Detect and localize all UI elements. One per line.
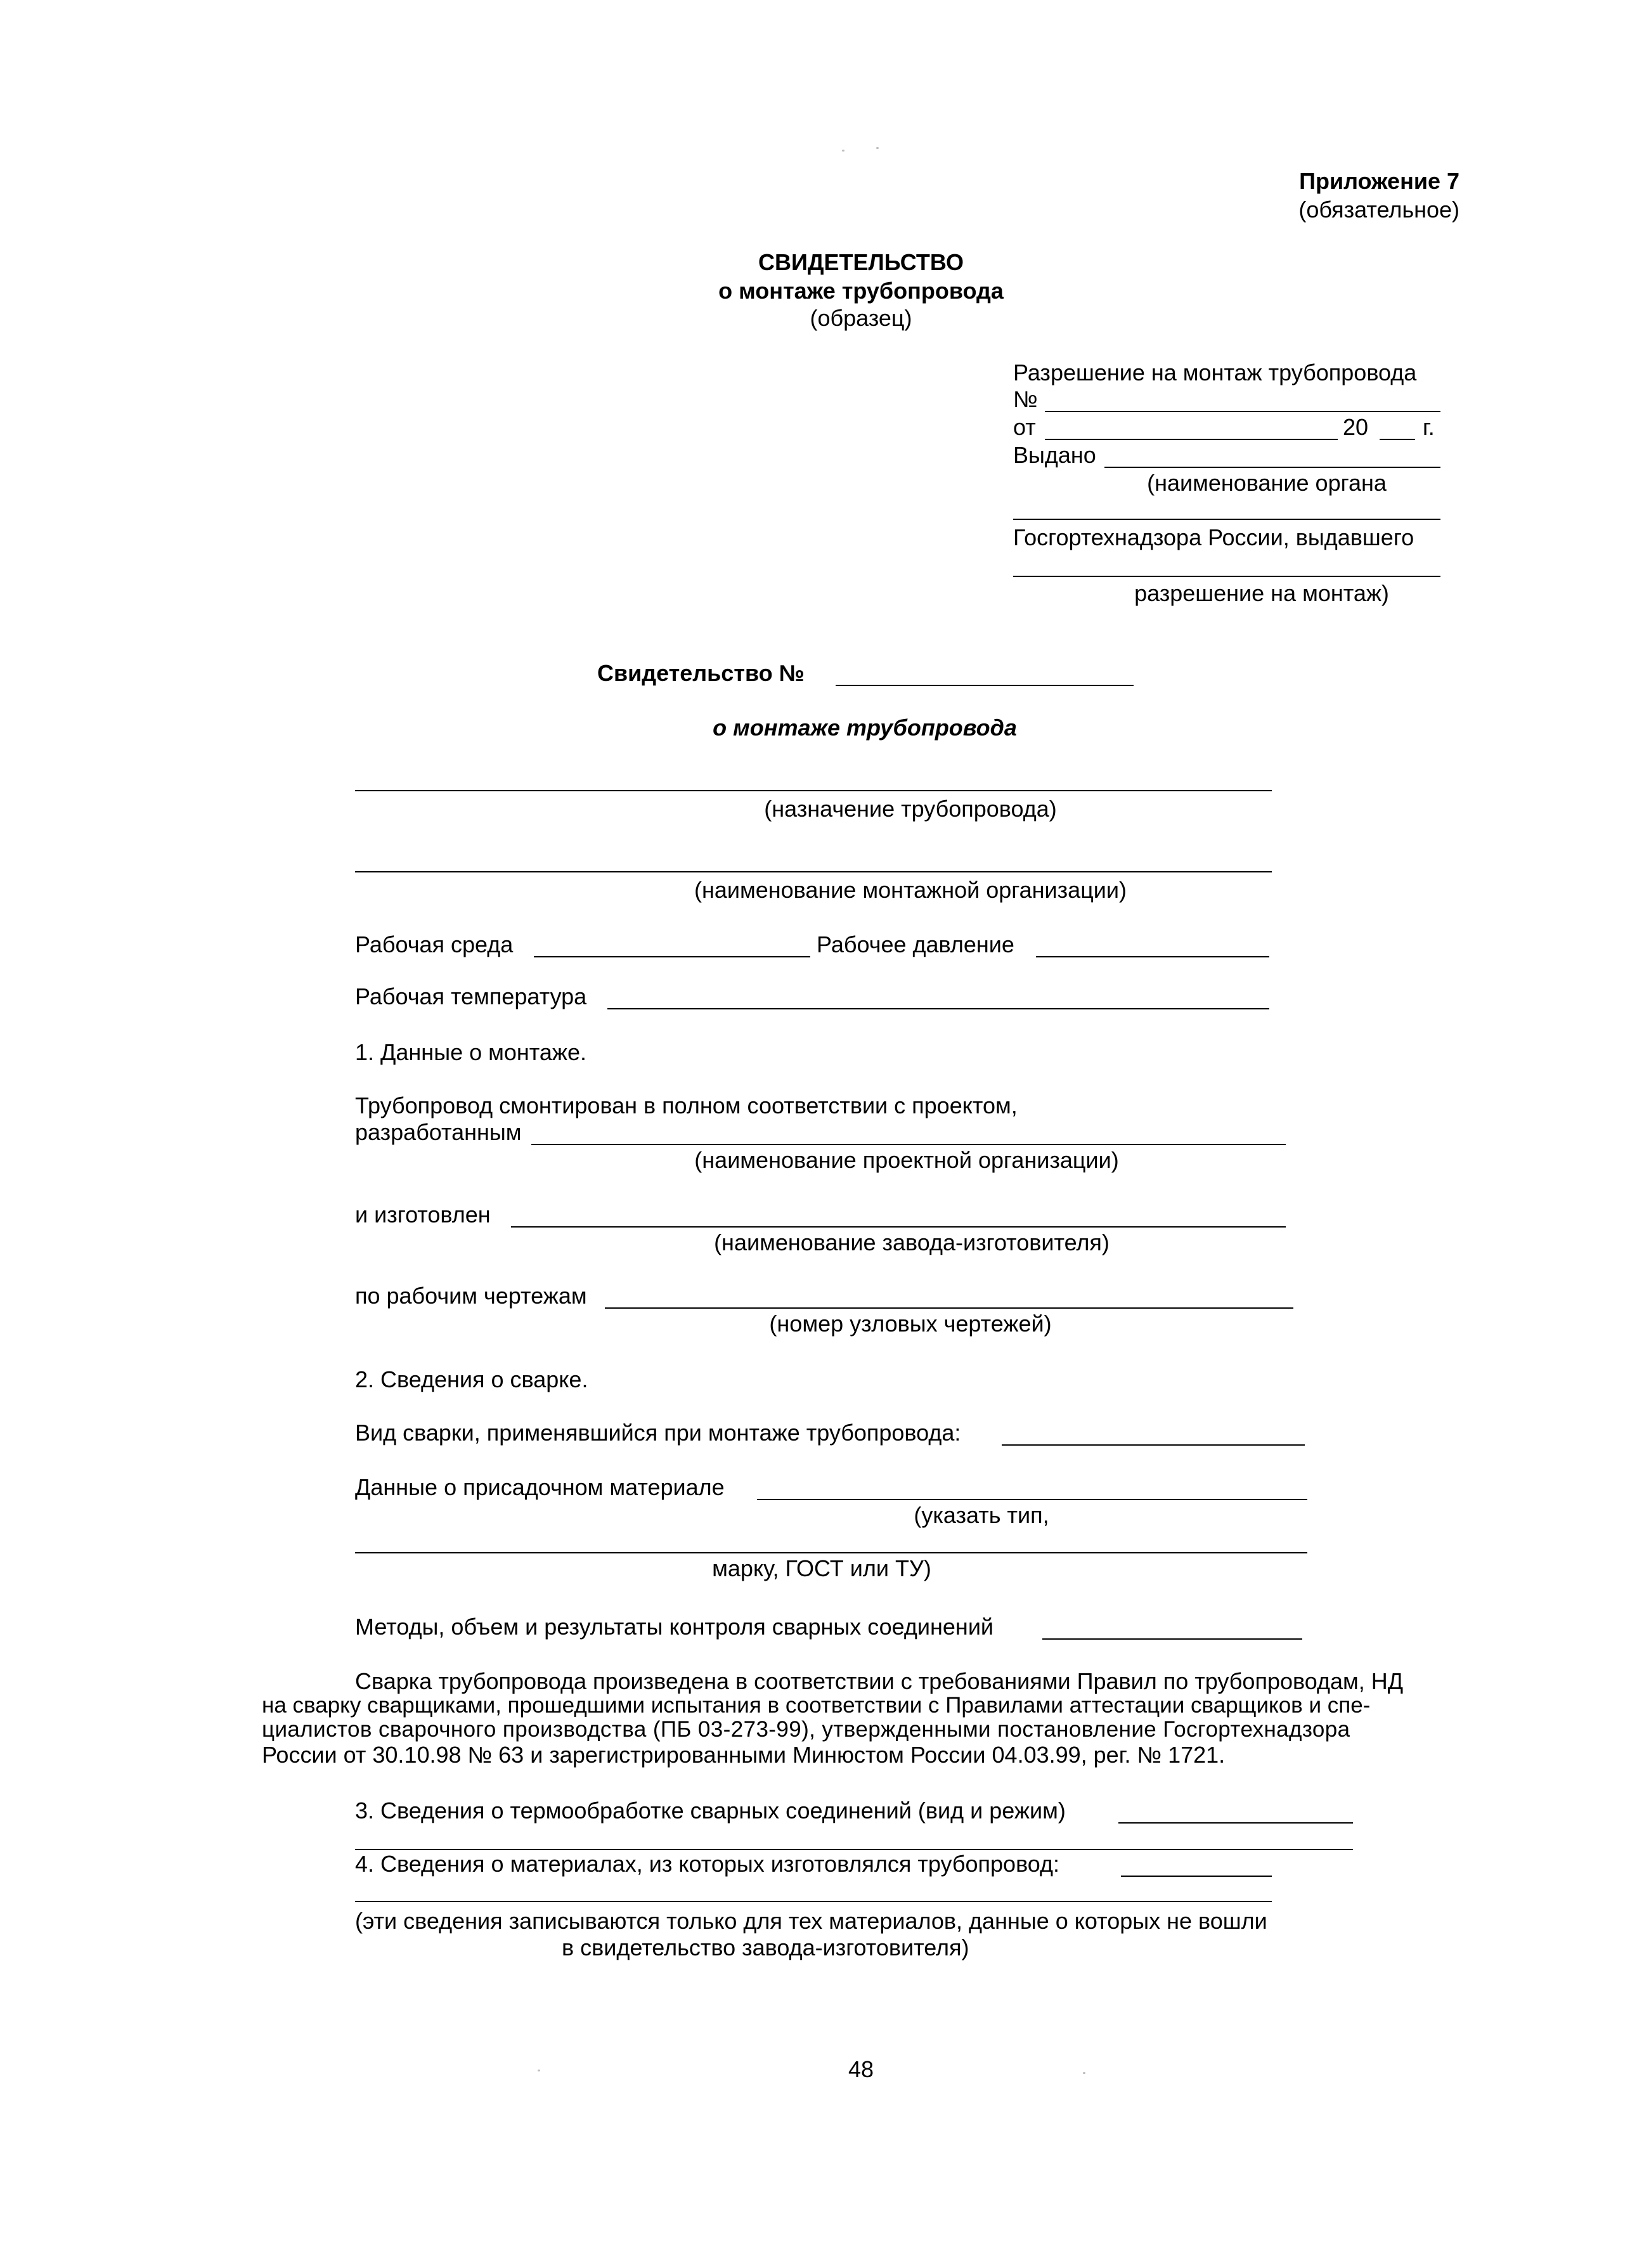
paragraph-line-2: на сварку сварщиками, прошедшими испытания в соответствии с Правилами аттестации сварщиков и спе- xyxy=(262,1693,1371,1718)
filler-line-2 xyxy=(355,1552,1307,1553)
sample-label: (образец) xyxy=(810,305,912,331)
medium-label: Рабочая среда xyxy=(355,931,514,957)
certificate-number-label: Свидетельство № xyxy=(597,660,805,686)
drawings-line xyxy=(605,1307,1293,1309)
section3-title: 3. Сведения о термообработке сварных соединений (вид и режим) xyxy=(355,1798,1066,1824)
purpose-line xyxy=(355,790,1272,791)
paragraph-line-1: Сварка трубопровода произведена в соответствии с требованиями Правил по трубопроводам, НД xyxy=(355,1668,1404,1694)
section4-note-2: в свидетельство завода-изготовителя) xyxy=(562,1934,969,1960)
section1-line1: Трубопровод смонтирован в полном соответствии с проектом, xyxy=(355,1092,1018,1118)
drawings-caption: (номер узловых чертежей) xyxy=(769,1311,1052,1337)
pressure-line xyxy=(1036,956,1269,957)
developed-line xyxy=(531,1144,1286,1145)
weld-type-line xyxy=(1002,1444,1305,1446)
section4-line-2 xyxy=(355,1901,1272,1902)
section4-line xyxy=(1121,1876,1272,1877)
developed-caption: (наименование проектной организации) xyxy=(694,1147,1119,1173)
section3-line xyxy=(1118,1822,1353,1824)
section4-note-1: (эти сведения записываются только для тех материалов, данные о которых не вошли xyxy=(355,1908,1267,1934)
drawings-label: по рабочим чертежам xyxy=(355,1283,587,1309)
methods-label: Методы, объем и результаты контроля сварных соединений xyxy=(355,1614,994,1640)
scan-speck xyxy=(876,147,879,149)
appendix-title: Приложение 7 xyxy=(1299,168,1459,194)
weld-type-label: Вид сварки, применявшийся при монтаже трубопровода: xyxy=(355,1420,961,1446)
filler-caption-2: марку, ГОСТ или ТУ) xyxy=(712,1555,931,1581)
section2-title: 2. Сведения о сварке. xyxy=(355,1366,588,1392)
pressure-label: Рабочее давление xyxy=(817,931,1014,957)
filler-caption-1: (указать тип, xyxy=(914,1502,1049,1528)
scan-speck xyxy=(842,150,844,152)
paragraph-line-3: циалистов сварочного производства (ПБ 03-273-99), утвержденными постановление Госгортехнадзора xyxy=(262,1717,1350,1742)
permit-caption-3: разрешение на монтаж) xyxy=(1134,580,1389,606)
permit-year-suffix: г. xyxy=(1423,414,1435,440)
scan-speck xyxy=(1083,2072,1085,2074)
purpose-caption: (назначение трубопровода) xyxy=(764,796,1057,822)
methods-line xyxy=(1042,1638,1302,1640)
paragraph-line-4: России от 30.10.98 № 63 и зарегистрированными Минюстом России 04.03.99, рег. № 1721. xyxy=(262,1742,1226,1768)
section3-line-2 xyxy=(355,1849,1353,1850)
permit-year-line xyxy=(1380,439,1415,440)
permit-issued-label: Выдано xyxy=(1013,442,1096,468)
permit-line-3 xyxy=(1013,576,1440,577)
manufactured-line xyxy=(511,1226,1286,1228)
section4-title: 4. Сведения о материалах, из которых изготовлялся трубопровод: xyxy=(355,1851,1060,1877)
filler-label: Данные о присадочном материале xyxy=(355,1474,725,1500)
medium-line xyxy=(534,956,810,957)
permit-number-prefix: № xyxy=(1013,386,1038,412)
permit-caption-1: (наименование органа xyxy=(1147,470,1387,496)
permit-date-line xyxy=(1045,439,1338,440)
temperature-line xyxy=(607,1008,1269,1009)
scan-speck xyxy=(538,2070,540,2071)
permit-issued-line xyxy=(1104,467,1440,468)
permit-from-prefix: от xyxy=(1013,414,1036,440)
permit-line-2 xyxy=(1013,519,1440,520)
manufactured-label: и изготовлен xyxy=(355,1202,491,1228)
document-subtitle: о монтаже трубопровода xyxy=(718,278,1004,304)
permit-year-prefix: 20 xyxy=(1343,414,1369,440)
permit-label: Разрешение на монтаж трубопровода xyxy=(1013,360,1417,386)
permit-caption-2: Госгортехнадзора России, выдавшего xyxy=(1013,524,1414,550)
temperature-label: Рабочая температура xyxy=(355,983,587,1009)
appendix-note: (обязательное) xyxy=(1298,197,1459,223)
section1-title: 1. Данные о монтаже. xyxy=(355,1039,586,1065)
filler-line xyxy=(757,1499,1307,1500)
developed-label: разработанным xyxy=(355,1119,522,1145)
document-title: СВИДЕТЕЛЬСТВО xyxy=(758,249,964,275)
certificate-subtitle: о монтаже трубопровода xyxy=(713,715,1017,741)
installer-line xyxy=(355,871,1272,872)
manufactured-caption: (наименование завода-изготовителя) xyxy=(714,1229,1110,1255)
certificate-number-line xyxy=(836,685,1134,686)
page-number: 48 xyxy=(848,2056,874,2082)
permit-number-line xyxy=(1045,411,1440,412)
installer-caption: (наименование монтажной организации) xyxy=(694,877,1127,903)
